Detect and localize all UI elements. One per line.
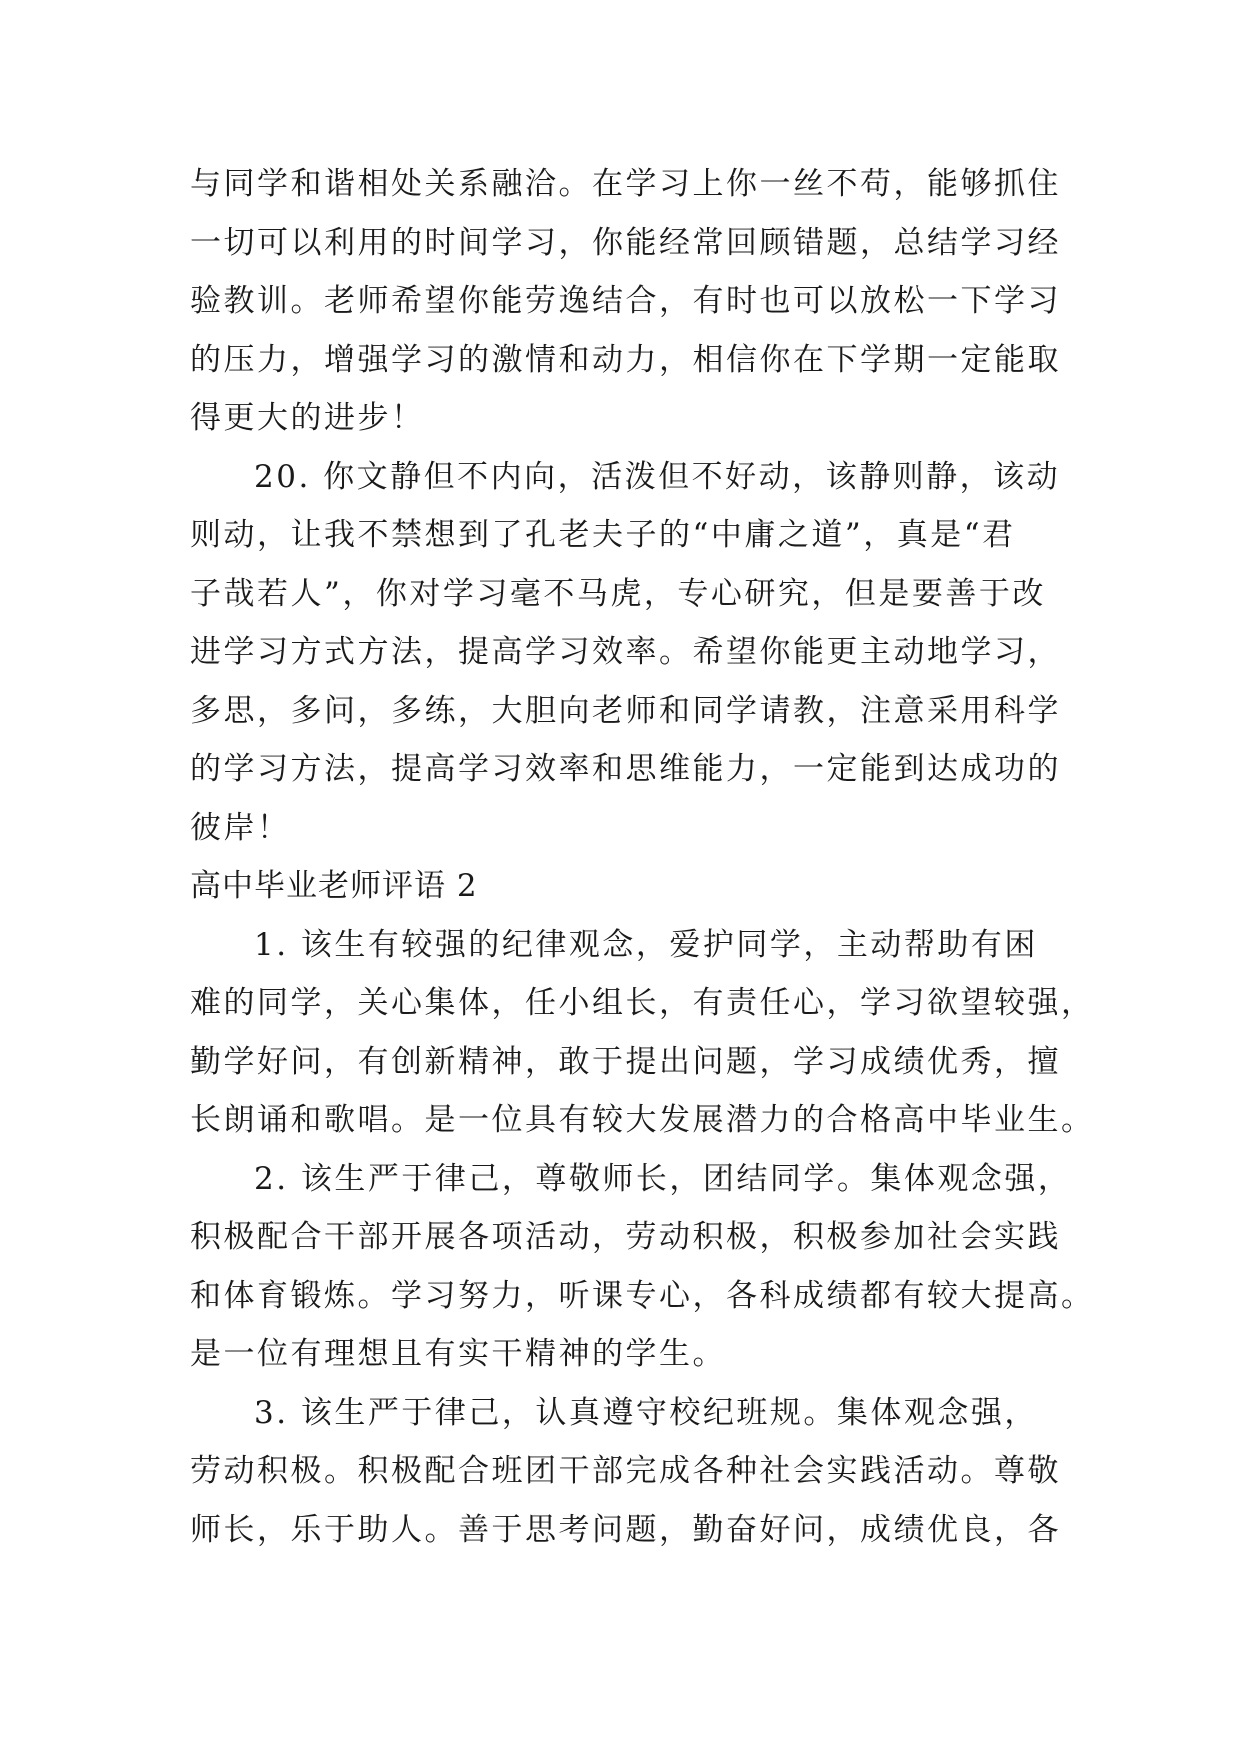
text-line: 劳动积极。积极配合班团干部完成各种社会实践活动。尊敬 — [190, 1453, 1061, 1489]
text-line: 一切可以利用的时间学习，你能经常回顾错题，总结学习经 — [190, 224, 1061, 261]
paragraph-start-line: 20. 你文静但不内向，活泼但不好动，该静则静，该动 — [254, 458, 1061, 495]
text-line: 的学习方法，提高学习效率和思维能力，一定能到达成功的 — [190, 751, 1061, 787]
text-line: 是一位有理想且有实干精神的学生。 — [190, 1336, 726, 1372]
text-line: 勤学好问，有创新精神，敢于提出问题，学习成绩优秀，擅 — [190, 1043, 1061, 1080]
text-line: 与同学和谐相处关系融洽。在学习上你一丝不苟，能够抓住 — [190, 166, 1061, 202]
text-line: 难的同学，关心集体，任小组长，有责任心，学习欲望较强， — [190, 985, 1095, 1021]
document-body — [190, 155, 1095, 1559]
text-line: 积极配合干部开展各项活动，劳动积极，积极参加社会实践 — [190, 1219, 1061, 1255]
text-line: 验教训。老师希望你能劳逸结合，有时也可以放松一下学习 — [190, 283, 1061, 319]
text-line: 长朗诵和歌唱。是一位具有较大发展潜力的合格高中毕业生。 — [190, 1102, 1095, 1138]
text-line: 的压力，增强学习的激情和动力，相信你在下学期一定能取 — [190, 341, 1061, 378]
text-line: 子哉若人”，你对学习毫不马虎，专心研究，但是要善于改 — [190, 575, 1046, 612]
paragraph-start-line: 3. 该生严于律己，认真遵守校纪班规。集体观念强， — [254, 1394, 1038, 1431]
paragraph-start-line: 2. 该生严于律己，尊敬师长，团结同学。集体观念强， — [254, 1160, 1072, 1197]
paragraph-start-line: 1. 该生有较强的纪律观念，爱护同学，主动帮助有困 — [254, 926, 1038, 963]
text-line: 和体育锻炼。学习努力，听课专心，各科成绩都有较大提高。 — [190, 1277, 1095, 1314]
text-line: 多思，多问，多练，大胆向老师和同学请教，注意采用科学 — [190, 692, 1061, 729]
section-heading: 高中毕业老师评语 2 — [190, 868, 478, 904]
text-line: 得更大的进步！ — [190, 400, 425, 436]
text-line: 则动，让我不禁想到了孔老夫子的“中庸之道”，真是“君 — [190, 517, 1016, 553]
text-line: 进学习方式方法，提高学习效率。希望你能更主动地学习， — [190, 634, 1061, 670]
text-line: 师长，乐于助人。善于思考问题，勤奋好问，成绩优良，各 — [190, 1511, 1061, 1548]
text-line: 彼岸！ — [190, 809, 291, 846]
